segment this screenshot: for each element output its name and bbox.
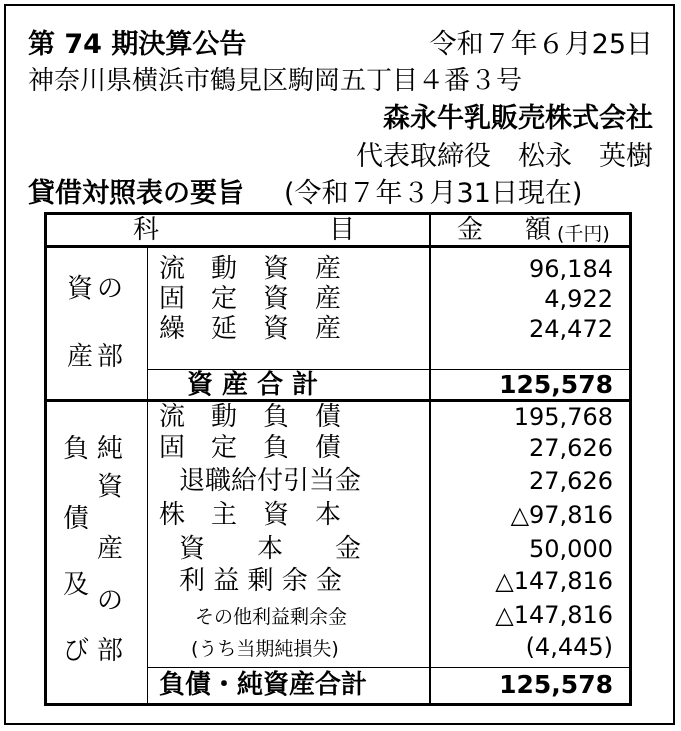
liab-total-value: 125,578 (499, 670, 613, 699)
liab-section-char: の (97, 586, 124, 616)
liab-section-char: 負 (63, 434, 90, 464)
liab-value: 27,626 (529, 434, 613, 462)
assets-section-label-2: 産部 (67, 342, 128, 372)
asset-value: 24,472 (529, 315, 613, 343)
col-kingaku-2: 額 (525, 215, 552, 245)
liab-section-char: び (63, 636, 90, 666)
asset-label: 流 動 資 産 (159, 254, 342, 284)
unit-label: (千円) (557, 223, 610, 245)
liab-section-char: 産 (97, 534, 124, 564)
header-divider (47, 245, 629, 248)
liab-label: 利 益 剰 余 金 (179, 566, 343, 596)
assets-total-value: 125,578 (499, 370, 613, 399)
liab-label: 株 主 資 本 (159, 500, 342, 530)
asset-value: 4,922 (544, 285, 613, 313)
assets-total-label: 資 産 合 計 (187, 370, 319, 400)
notice-title: 第 74 期決算公告 (28, 29, 247, 60)
asset-label: 固 定 資 産 (159, 284, 342, 314)
liab-total-label: 負債・純資産合計 (159, 670, 368, 700)
representative: 代表取締役 松永 英樹 (356, 141, 653, 172)
liab-label: 流 動 負 債 (159, 402, 342, 432)
liab-value: 50,000 (529, 535, 613, 563)
liab-label: (うち当期純損失) (191, 638, 339, 660)
liab-section-char: 資 (97, 472, 124, 502)
company-name: 森永牛乳販売株式会社 (383, 103, 653, 134)
liab-label: 固 定 負 債 (159, 433, 342, 463)
asset-value: 96,184 (529, 255, 613, 283)
liab-value: (4,445) (525, 633, 613, 661)
liab-total-divider (147, 667, 629, 668)
notice-date: 令和７年６月25日 (429, 29, 653, 60)
amount-col-divider (429, 215, 431, 703)
liab-value: △147,816 (495, 601, 613, 629)
liab-value: 27,626 (529, 467, 613, 495)
col-kamoku-1: 科 (133, 215, 160, 245)
liab-section-char: 及 (63, 570, 90, 600)
liab-value: 195,768 (513, 403, 613, 431)
balance-sheet-date: (令和７年３月31日現在) (284, 178, 583, 209)
asset-label: 繰 延 資 産 (159, 314, 342, 344)
liab-section-char: 債 (63, 504, 90, 534)
liab-value: △147,816 (495, 567, 613, 595)
section-col-divider (147, 245, 148, 703)
company-address: 神奈川県横浜市鶴見区駒岡五丁目４番３号 (28, 66, 523, 96)
liab-value: △97,816 (510, 501, 613, 529)
col-kamoku-2: 目 (329, 215, 356, 245)
liab-label: 退職給付引当金 (179, 466, 362, 496)
liab-label: その他利益剰余金 (195, 606, 348, 628)
col-kingaku-1: 金 (457, 215, 484, 245)
assets-section-label-1: 資の (67, 274, 128, 304)
balance-sheet-title: 貸借対照表の要旨 (28, 178, 244, 209)
liab-section-char: 部 (97, 636, 124, 666)
liab-label: 資 本 金 (179, 534, 362, 564)
liab-section-char: 純 (97, 434, 124, 464)
balance-sheet-table (44, 212, 632, 706)
